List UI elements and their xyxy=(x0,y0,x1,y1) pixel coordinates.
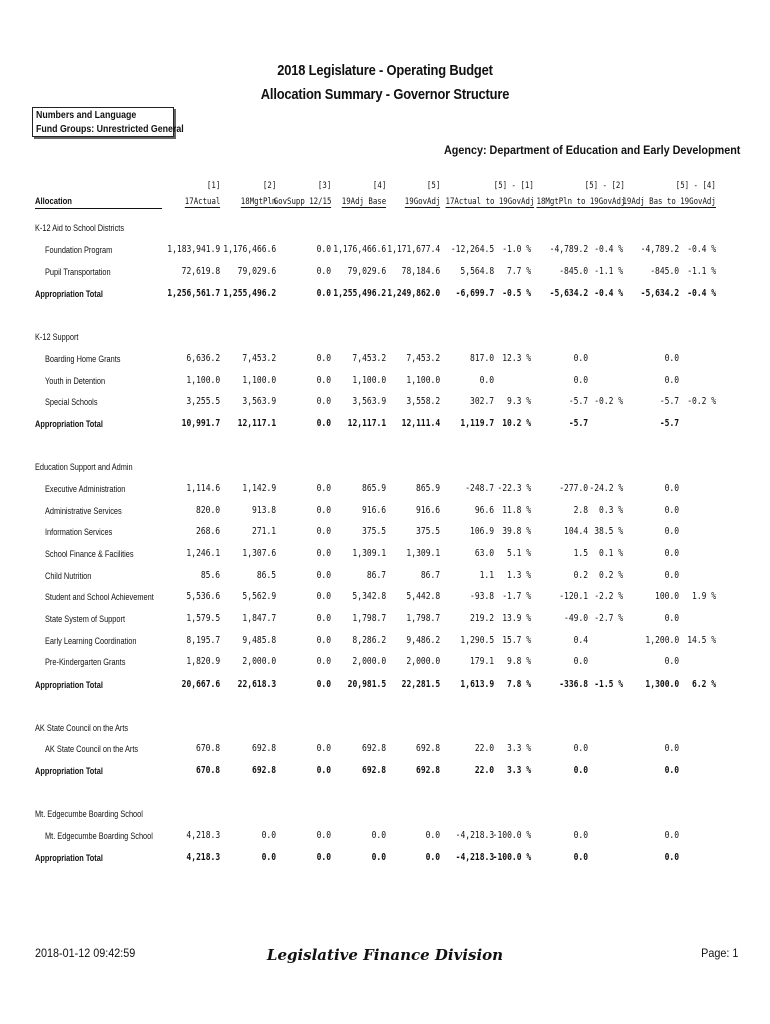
table-row xyxy=(0,830,770,844)
cell-value: 0.0 xyxy=(664,375,679,386)
cell-value: -336.8 xyxy=(559,679,588,690)
cell-value: 219.2 xyxy=(469,613,494,624)
cell-value: -0.4 % xyxy=(687,244,716,255)
cell-value: 4,218.3 xyxy=(186,852,220,863)
cell-value: 0.0 xyxy=(316,266,331,277)
report-title: 2018 Legislature - Operating Budget xyxy=(277,62,493,79)
cell-value: 96.6 xyxy=(474,505,494,516)
cell-value: 1,613.9 xyxy=(460,679,494,690)
table-row xyxy=(0,526,770,540)
cell-value: -100.0 % xyxy=(492,830,531,841)
cell-value: 20,981.5 xyxy=(347,679,386,690)
cell-value: 692.8 xyxy=(251,765,276,776)
cell-value: 7,453.2 xyxy=(352,353,386,364)
cell-value: 865.9 xyxy=(415,483,440,494)
cell-value: 1,114.6 xyxy=(186,483,220,494)
cell-value: 0.0 xyxy=(573,353,588,364)
cell-value: 0.0 xyxy=(573,830,588,841)
column-number: [5] xyxy=(426,181,440,191)
cell-value: 1,300.0 xyxy=(645,679,679,690)
cell-value: 0.0 xyxy=(664,743,679,754)
cell-value: 0.0 xyxy=(316,418,331,429)
cell-value: -5.7 xyxy=(659,396,679,407)
cell-value: -1.0 % xyxy=(502,244,531,255)
cell-value: 0.0 xyxy=(316,396,331,407)
table-row xyxy=(0,505,770,519)
row-label: Foundation Program xyxy=(45,245,113,255)
cell-value: 817.0 xyxy=(469,353,494,364)
cell-value: 0.0 xyxy=(371,830,386,841)
cell-value: 0.3 % xyxy=(598,505,623,516)
cell-value: -0.4 % xyxy=(594,244,623,255)
column-name: 18MgtPln to 19GovAdj xyxy=(536,197,625,207)
cell-value: 3,558.2 xyxy=(406,396,440,407)
cell-value: 692.8 xyxy=(415,765,440,776)
cell-value: 3.3 % xyxy=(506,765,531,776)
cell-value: 1,309.1 xyxy=(406,548,440,559)
cell-value: 86.5 xyxy=(256,570,276,581)
row-label: AK State Council on the Arts xyxy=(35,723,129,733)
cell-value: 0.0 xyxy=(316,483,331,494)
cell-value: -5,634.2 xyxy=(549,288,588,299)
cell-value: 1,200.0 xyxy=(645,635,679,646)
cell-value: 0.0 xyxy=(261,852,276,863)
cell-value: 0.4 xyxy=(573,635,588,646)
cell-value: -1.1 % xyxy=(687,266,716,277)
cell-value: 0.0 xyxy=(664,353,679,364)
cell-value: -22.3 % xyxy=(497,483,531,494)
cell-value: 3,255.5 xyxy=(186,396,220,407)
cell-value: 0.0 xyxy=(425,830,440,841)
cell-value: 2,000.0 xyxy=(242,656,276,667)
row-label: Appropriation Total xyxy=(35,419,103,429)
cell-value: 79,029.6 xyxy=(237,266,276,277)
cell-value: 2,000.0 xyxy=(406,656,440,667)
cell-value: 302.7 xyxy=(469,396,494,407)
cell-value: 79,029.6 xyxy=(347,266,386,277)
cell-value: 0.0 xyxy=(316,765,331,776)
cell-value: 7.8 % xyxy=(506,679,531,690)
cell-value: 1,307.6 xyxy=(242,548,276,559)
cell-value: 9,485.8 xyxy=(242,635,276,646)
cell-value: 72,619.8 xyxy=(181,266,220,277)
cell-value: 271.1 xyxy=(251,526,276,537)
cell-value: 916.6 xyxy=(415,505,440,516)
cell-value: -4,218.3 xyxy=(455,852,494,863)
cell-value: 0.0 xyxy=(664,526,679,537)
cell-value: 1,100.0 xyxy=(352,375,386,386)
cell-value: 0.0 xyxy=(664,505,679,516)
table-row xyxy=(0,635,770,649)
cell-value: 1,171,677.4 xyxy=(387,244,440,255)
cell-value: 1,579.5 xyxy=(186,613,220,624)
section-header-row xyxy=(0,331,770,345)
column-number: [5] - [1] xyxy=(493,181,534,191)
cell-value: 692.8 xyxy=(361,743,386,754)
agency-label: Agency: Department of Education and Early Development xyxy=(443,143,740,157)
cell-value: 0.0 xyxy=(316,613,331,624)
cell-value: -0.2 % xyxy=(594,396,623,407)
cell-value: 670.8 xyxy=(195,743,220,754)
cell-value: 2,000.0 xyxy=(352,656,386,667)
cell-value: -0.5 % xyxy=(502,288,531,299)
cell-value: 0.0 xyxy=(316,353,331,364)
cell-value: 0.0 xyxy=(425,852,440,863)
cell-value: 20,667.6 xyxy=(181,679,220,690)
column-name: 17Actual xyxy=(184,197,220,207)
cell-value: 692.8 xyxy=(361,765,386,776)
cell-value: 14.5 % xyxy=(687,635,716,646)
section-header-row xyxy=(0,461,770,475)
cell-value: 0.0 xyxy=(316,830,331,841)
cell-value: 106.9 xyxy=(469,526,494,537)
section-header-row xyxy=(0,222,770,236)
row-label: Pupil Transportation xyxy=(45,267,111,277)
row-label: Special Schools xyxy=(45,397,98,407)
allocation-header: Allocation xyxy=(35,196,72,206)
cell-value: 3,563.9 xyxy=(352,396,386,407)
cell-value: 100.0 xyxy=(654,591,679,602)
cell-value: 1,100.0 xyxy=(242,375,276,386)
cell-value: 0.0 xyxy=(316,635,331,646)
table-row xyxy=(0,656,770,670)
row-label: Mt. Edgecumbe Boarding School xyxy=(45,831,153,841)
cell-value: 0.0 xyxy=(664,483,679,494)
cell-value: 12,117.1 xyxy=(347,418,386,429)
cell-value: -12,264.5 xyxy=(450,244,494,255)
column-name: 18MgtPln xyxy=(240,197,276,207)
cell-value: 2.8 xyxy=(573,505,588,516)
cell-value: 1,246.1 xyxy=(186,548,220,559)
cell-value: 0.0 xyxy=(664,830,679,841)
report-timestamp: 2018-01-12 09:42:59 xyxy=(35,946,136,960)
cell-value: 1,142.9 xyxy=(242,483,276,494)
cell-value: 0.0 xyxy=(316,570,331,581)
page-number: Page: 1 xyxy=(700,946,738,960)
cell-value: 85.6 xyxy=(200,570,220,581)
table-row xyxy=(0,244,770,258)
fund-group-box xyxy=(32,107,184,137)
cell-value: 3,563.9 xyxy=(242,396,276,407)
cell-value: 1,820.9 xyxy=(186,656,220,667)
cell-value: 22,281.5 xyxy=(401,679,440,690)
cell-value: 1,119.7 xyxy=(460,418,494,429)
cell-value: 820.0 xyxy=(195,505,220,516)
cell-value: 12.3 % xyxy=(502,353,531,364)
cell-value: 10,991.7 xyxy=(181,418,220,429)
cell-value: -100.0 % xyxy=(492,852,531,863)
cell-value: 0.0 xyxy=(316,288,331,299)
cell-value: 7,453.2 xyxy=(242,353,276,364)
cell-value: 1,100.0 xyxy=(186,375,220,386)
table-row xyxy=(0,266,770,280)
cell-value: 179.1 xyxy=(469,656,494,667)
cell-value: -24.2 % xyxy=(589,483,623,494)
allocation-header-underline xyxy=(35,208,162,209)
cell-value: 1,255,496.2 xyxy=(333,288,386,299)
cell-value: 1,798.7 xyxy=(406,613,440,624)
cell-value: 1,290.5 xyxy=(460,635,494,646)
cell-value: 1,249,862.0 xyxy=(387,288,440,299)
cell-value: 0.0 xyxy=(261,830,276,841)
cell-value: 1,798.7 xyxy=(352,613,386,624)
cell-value: -4,789.2 xyxy=(549,244,588,255)
row-label: Mt. Edgecumbe Boarding School xyxy=(35,809,143,819)
cell-value: 0.0 xyxy=(573,656,588,667)
cell-value: -845.0 xyxy=(559,266,588,277)
column-name: 17Actual to 19GovAdj xyxy=(445,197,534,207)
table-row xyxy=(0,375,770,389)
cell-value: 0.0 xyxy=(573,852,588,863)
cell-value: 78,184.6 xyxy=(401,266,440,277)
cell-value: 0.0 xyxy=(664,656,679,667)
cell-value: 11.8 % xyxy=(502,505,531,516)
cell-value: 12,117.1 xyxy=(237,418,276,429)
cell-value: 692.8 xyxy=(415,743,440,754)
cell-value: 1.5 xyxy=(573,548,588,559)
column-number: [3] xyxy=(317,181,331,191)
cell-value: 1,100.0 xyxy=(406,375,440,386)
cell-value: 268.6 xyxy=(195,526,220,537)
cell-value: -1.5 % xyxy=(594,679,623,690)
cell-value: 1.1 xyxy=(479,570,494,581)
cell-value: -4,789.2 xyxy=(640,244,679,255)
column-number: [2] xyxy=(262,181,276,191)
cell-value: 865.9 xyxy=(361,483,386,494)
cell-value: 0.0 xyxy=(573,375,588,386)
row-label: Child Nutrition xyxy=(45,571,92,581)
row-label: Appropriation Total xyxy=(35,853,103,863)
cell-value: -93.8 xyxy=(469,591,494,602)
report-subtitle: Allocation Summary - Governor Structure xyxy=(260,86,510,103)
appropriation-total-row xyxy=(0,852,770,866)
section-header-row xyxy=(0,808,770,822)
cell-value: 375.5 xyxy=(415,526,440,537)
column-number: [4] xyxy=(372,181,386,191)
table-row xyxy=(0,570,770,584)
section-header-row xyxy=(0,722,770,736)
numbers-language-label: Numbers and Language xyxy=(36,110,137,121)
table-row xyxy=(0,548,770,562)
cell-value: -277.0 xyxy=(559,483,588,494)
row-label: Appropriation Total xyxy=(35,680,103,690)
cell-value: 0.0 xyxy=(479,375,494,386)
row-label: K-12 Support xyxy=(35,332,79,342)
row-label: Executive Administration xyxy=(45,484,126,494)
cell-value: 0.0 xyxy=(316,375,331,386)
row-label: Administrative Services xyxy=(45,506,122,516)
cell-value: 63.0 xyxy=(474,548,494,559)
cell-value: -5.7 xyxy=(568,396,588,407)
cell-value: 7,453.2 xyxy=(406,353,440,364)
appropriation-total-row xyxy=(0,765,770,779)
cell-value: 9.3 % xyxy=(506,396,531,407)
cell-value: 8,195.7 xyxy=(186,635,220,646)
row-label: Pre-Kindergarten Grants xyxy=(45,657,126,667)
table-row xyxy=(0,396,770,410)
cell-value: -1.1 % xyxy=(594,266,623,277)
cell-value: -2.7 % xyxy=(594,613,623,624)
cell-value: 9.8 % xyxy=(506,656,531,667)
cell-value: 5,342.8 xyxy=(352,591,386,602)
cell-value: 670.8 xyxy=(195,765,220,776)
cell-value: 5,564.8 xyxy=(460,266,494,277)
cell-value: 12,111.4 xyxy=(401,418,440,429)
cell-value: 1,176,466.6 xyxy=(223,244,276,255)
cell-value: 375.5 xyxy=(361,526,386,537)
cell-value: 916.6 xyxy=(361,505,386,516)
cell-value: 4,218.3 xyxy=(186,830,220,841)
row-label: School Finance & Facilities xyxy=(45,549,134,559)
appropriation-total-row xyxy=(0,679,770,693)
cell-value: 0.0 xyxy=(664,570,679,581)
cell-value: 1.3 % xyxy=(506,570,531,581)
row-label: Appropriation Total xyxy=(35,289,103,299)
cell-value: 1,256,561.7 xyxy=(167,288,220,299)
cell-value: -6,699.7 xyxy=(455,288,494,299)
cell-value: 86.7 xyxy=(420,570,440,581)
cell-value: 0.0 xyxy=(664,852,679,863)
cell-value: 1,309.1 xyxy=(352,548,386,559)
cell-value: 0.0 xyxy=(664,613,679,624)
table-row xyxy=(0,613,770,627)
cell-value: 6,636.2 xyxy=(186,353,220,364)
cell-value: 22,618.3 xyxy=(237,679,276,690)
cell-value: 0.0 xyxy=(316,852,331,863)
cell-value: 0.0 xyxy=(316,591,331,602)
cell-value: 0.2 % xyxy=(598,570,623,581)
cell-value: -5.7 xyxy=(568,418,588,429)
row-label: Education Support and Admin xyxy=(35,462,133,472)
cell-value: 1,176,466.6 xyxy=(333,244,386,255)
column-name: 19Adj Bas to 19GovAdj xyxy=(622,197,716,207)
cell-value: 39.8 % xyxy=(502,526,531,537)
cell-value: 0.0 xyxy=(316,548,331,559)
row-label: Appropriation Total xyxy=(35,766,103,776)
cell-value: -0.2 % xyxy=(687,396,716,407)
cell-value: 0.0 xyxy=(316,505,331,516)
cell-value: 1.9 % xyxy=(691,591,716,602)
cell-value: 5.1 % xyxy=(506,548,531,559)
appropriation-total-row xyxy=(0,288,770,302)
row-label: Student and School Achievement xyxy=(45,592,154,602)
cell-value: -2.2 % xyxy=(594,591,623,602)
table-row xyxy=(0,483,770,497)
cell-value: 9,486.2 xyxy=(406,635,440,646)
cell-value: 0.0 xyxy=(664,765,679,776)
cell-value: -5.7 xyxy=(659,418,679,429)
cell-value: -4,218.3 xyxy=(455,830,494,841)
cell-value: 0.0 xyxy=(573,765,588,776)
cell-value: 692.8 xyxy=(251,743,276,754)
cell-value: 22.0 xyxy=(474,743,494,754)
cell-value: -248.7 xyxy=(465,483,494,494)
cell-value: 3.3 % xyxy=(506,743,531,754)
row-label: Youth in Detention xyxy=(45,376,106,386)
cell-value: 8,286.2 xyxy=(352,635,386,646)
column-name: 19Adj Base xyxy=(341,197,386,207)
cell-value: 86.7 xyxy=(366,570,386,581)
cell-value: 0.2 xyxy=(573,570,588,581)
cell-value: 1,183,941.9 xyxy=(167,244,220,255)
cell-value: 5,442.8 xyxy=(406,591,440,602)
cell-value: 13.9 % xyxy=(502,613,531,624)
cell-value: 1,255,496.2 xyxy=(223,288,276,299)
cell-value: 7.7 % xyxy=(506,266,531,277)
appropriation-total-row xyxy=(0,418,770,432)
cell-value: -120.1 xyxy=(559,591,588,602)
column-name: GovSupp 12/15 xyxy=(273,197,331,207)
cell-value: 0.0 xyxy=(664,548,679,559)
cell-value: 1,847.7 xyxy=(242,613,276,624)
column-name: 19GovAdj xyxy=(404,197,440,207)
cell-value: 0.0 xyxy=(316,656,331,667)
table-row xyxy=(0,353,770,367)
row-label: State System of Support xyxy=(45,614,126,624)
column-number: [5] - [2] xyxy=(584,181,625,191)
cell-value: 0.0 xyxy=(316,526,331,537)
cell-value: 913.8 xyxy=(251,505,276,516)
cell-value: 10.2 % xyxy=(502,418,531,429)
fund-groups-label: Fund Groups: Unrestricted General xyxy=(36,124,184,135)
cell-value: 5,562.9 xyxy=(242,591,276,602)
row-label: Early Learning Coordination xyxy=(45,636,137,646)
row-label: Boarding Home Grants xyxy=(45,354,121,364)
cell-value: -5,634.2 xyxy=(640,288,679,299)
cell-value: -49.0 xyxy=(563,613,588,624)
column-number: [1] xyxy=(206,181,220,191)
row-label: K-12 Aid to School Districts xyxy=(35,223,125,233)
cell-value: 38.5 % xyxy=(594,526,623,537)
cell-value: -0.4 % xyxy=(687,288,716,299)
cell-value: 22.0 xyxy=(474,765,494,776)
cell-value: 0.0 xyxy=(316,743,331,754)
cell-value: -1.7 % xyxy=(502,591,531,602)
row-label: Information Services xyxy=(45,527,113,537)
cell-value: -0.4 % xyxy=(594,288,623,299)
cell-value: 0.0 xyxy=(316,679,331,690)
cell-value: 5,536.6 xyxy=(186,591,220,602)
cell-value: 0.0 xyxy=(316,244,331,255)
division-signature: Legislative Finance Division xyxy=(266,946,504,964)
cell-value: 0.0 xyxy=(573,743,588,754)
cell-value: 6.2 % xyxy=(691,679,716,690)
table-row xyxy=(0,743,770,757)
cell-value: 0.0 xyxy=(371,852,386,863)
row-label: AK State Council on the Arts xyxy=(45,744,139,754)
cell-value: 104.4 xyxy=(563,526,588,537)
cell-value: 15.7 % xyxy=(502,635,531,646)
cell-value: 0.1 % xyxy=(598,548,623,559)
column-number: [5] - [4] xyxy=(675,181,716,191)
table-row xyxy=(0,591,770,605)
cell-value: -845.0 xyxy=(650,266,679,277)
